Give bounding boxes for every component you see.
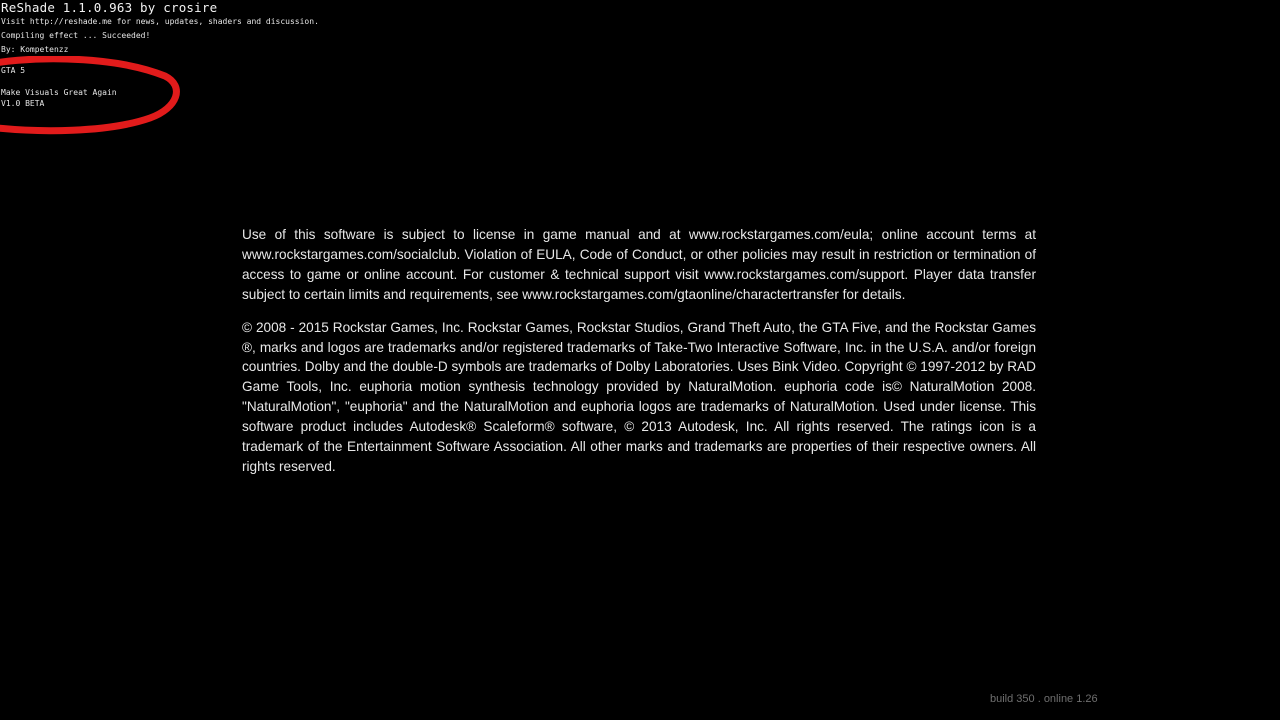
reshade-author: By: Kompetenzz [1, 45, 69, 54]
reshade-compile-status: Compiling effect ... Succeeded! [1, 31, 151, 40]
legal-paragraph-copyright: © 2008 - 2015 Rockstar Games, Inc. Rockstar Games, Rockstar Studios, Grand Theft Auto, the GTA Five, and the Rockstar Games ®, marks and logos are trademarks and/or registered trademarks of Take-Two Interactive Software, Inc. in the U.S.A. and/or foreign countries. Dolby and the double-D symbols are trademarks of Dolby Laboratories. Uses Bink Video. Copyright © 1997-2012 by RAD Game Tools, Inc. euphoria motion synthesis technology provided by NaturalMotion. euphoria code is© NaturalMotion 2008. "NaturalMotion", "euphoria" and the NaturalMotion and euphoria logos are trademarks of NaturalMotion. Used under license. This software product includes Autodesk® Scaleform® software, © 2013 Autodesk, Inc. All rights reserved. The ratings icon is a trademark of the Entertainment Software Association. All other marks and trademarks are properties of their respective owners. All rights reserved. [242, 319, 1036, 474]
build-version-info: build 350 . online 1.26 [990, 693, 1098, 705]
reshade-game-name: GTA 5 [1, 66, 26, 75]
reshade-visit-line: Visit http://reshade.me for news, updates, shaders and discussion. [1, 17, 319, 26]
legal-paragraph-license: Use of this software is subject to license in game manual and at www.rockstargames.com/eula; online account terms at www.rockstargames.com/socialclub. Violation of EULA, Code of Conduct, or other policies may result in restriction or termination of access to game or online account. For customer & technical support visit www.rockstargames.com/support. Player data transfer subject to certain limits and requirements, see www.rockstargames.com/gtaonline/charactertransfer for details. [242, 227, 1036, 302]
reshade-preset-version: V1.0 BETA [1, 99, 45, 108]
reshade-preset-motto: Make Visuals Great Again [1, 88, 117, 97]
reshade-title: ReShade 1.1.0.963 by crosire [1, 0, 218, 15]
legal-notice [242, 225, 1036, 490]
